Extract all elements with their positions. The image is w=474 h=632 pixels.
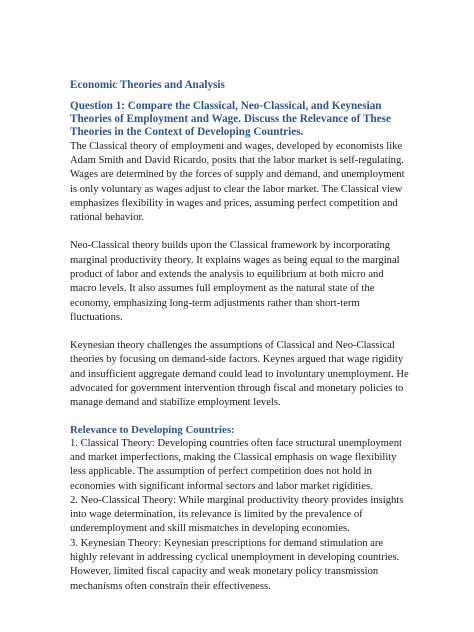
paragraph-spacer [70, 225, 410, 239]
relevance-item-classical: 1. Classical Theory: Developing countries often face structural unemployment and market imperfections, making the Classical emphasis on wage flexibility less applicable. The assumption of perfect competition does not hold in economies with significant informal sectors and labor market rigidities. [70, 437, 402, 492]
document-page [70, 78, 410, 594]
relevance-heading: Relevance to Developing Countries: [70, 423, 235, 436]
paragraph-classical: The Classical theory of employment and wages, developed by economists like Adam Smith and David Ricardo, posits that the labor market is self-regulating. Wages are determined by the forces of supply and demand, and unemployment is only voluntary as wages adjust to clear the labor market. The Classical view emphasizes flexibility in wages and prices, assuming perfect competition and rational behavior. [70, 140, 405, 224]
relevance-item-neoclassical: 2. Neo-Classical Theory: While marginal productivity theory provides insights into wage determination, its relevance is limited by the prevalence of underemployment and skill mismatches in developing economies. [70, 494, 404, 535]
paragraph-spacer [70, 325, 410, 339]
document-title: Economic Theories and Analysis [70, 79, 225, 91]
relevance-item-keynesian: 3. Keynesian Theory: Keynesian prescriptions for demand stimulation are highly relevant in addressing cyclical unemployment in developing countries. However, limited fiscal capacity and weak monetary policy transmission mechanisms often constrain their effectiveness. [70, 537, 400, 592]
question-heading: Question 1: Compare the Classical, Neo-Classical, and Keynesian Theories of Employment and Wage. Discuss the Relevance of These Theories in the Context of Developing Countries. [70, 100, 391, 139]
paragraph-keynesian: Keynesian theory challenges the assumptions of Classical and Neo-Classical theories by focusing on demand-side factors. Keynes argued that wage rigidity and insufficient aggregate demand could lead to involuntary unemployment. He advocated for government intervention through fiscal and monetary policies to manage demand and stabilize employment levels. [70, 340, 409, 409]
relevance-list [70, 437, 410, 594]
paragraph-neoclassical: Neo-Classical theory builds upon the Classical framework by incorporating marginal productivity theory. It explains wages as being equal to the marginal product of labor and extends the analysis to equilibrium at both micro and macro levels. It also assumes full employment as the natural state of the economy, emphasizing long-term adjustments rather than short-term fluctuations. [70, 240, 400, 323]
